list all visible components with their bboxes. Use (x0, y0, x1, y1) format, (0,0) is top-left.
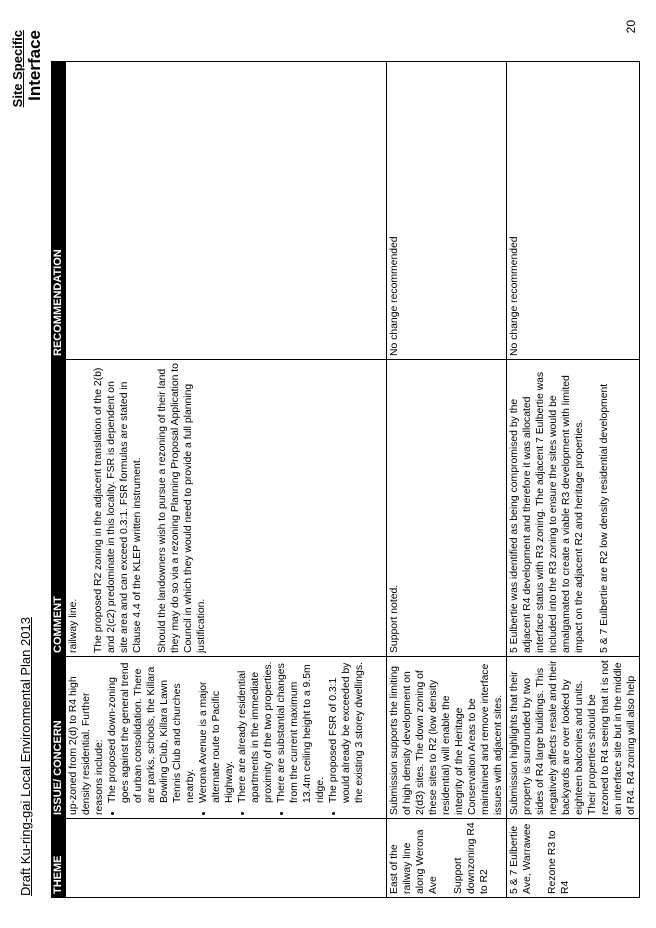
theme-text: Rezone R3 to R4 (547, 830, 571, 894)
page-number: 20 (624, 20, 638, 34)
theme-cell (387, 819, 507, 898)
section-heading-line2: Interface (25, 30, 44, 101)
comment-paragraph: 5 & 7 Eulbertie are R2 low density residential development (599, 383, 610, 653)
comment-cell (507, 360, 640, 657)
table-header-row (52, 62, 66, 898)
issue-intro: up-zoned from 2(d) to R4 high density residential. Further reasons include: (68, 676, 105, 815)
table-row (507, 62, 640, 898)
section-heading (10, 30, 44, 107)
theme-text: Support downzoning R4 to R2 (453, 822, 490, 894)
theme-cell (66, 819, 387, 898)
issue-bullet: • The proposed down-zoning goes against the general trend of urban consolidation. There are parks, schools, the Killara Bowling Club, Killara Lawn Tennis Club and churches nearby. (106, 660, 197, 803)
submissions-table (51, 61, 640, 898)
issue-cell: Submission supports the limiting of high density development on 2(d3) sites. The down zoning of these sites to R2 (low density residential) will enable the integrity of the Heritage Conservation Areas to be maintained and remove interface issues with adjacent sites. (387, 657, 507, 819)
column-header-recommendation: RECOMMENDATION (52, 62, 66, 360)
column-header-issue: ISSUE/ CONCERN (52, 657, 66, 819)
theme-cell (507, 819, 640, 898)
comment-cell (387, 360, 507, 657)
issue-bullet-list (106, 660, 366, 815)
comment-paragraph: railway line. (68, 598, 79, 653)
comment-paragraph: Support noted. (389, 584, 400, 653)
issue-cell (66, 657, 387, 819)
table-row (66, 62, 387, 898)
section-heading-line1: Site Specific (10, 30, 25, 108)
issue-bullet: • The proposed FSR of 0.3:1 would already be exceeded by the existing 3 storey dwellings. (327, 660, 366, 803)
recommendation-cell (66, 62, 387, 360)
theme-text: East of the railway line along Werona Ave (389, 829, 439, 894)
issue-bullet: • There are substantial changes from the current maximum 13.4m ceiling height to a 9.5m ridge. (275, 660, 327, 803)
table-row (387, 62, 507, 898)
column-header-comment: COMMENT (52, 360, 66, 657)
issue-bullet: • There are already residential apartments in the immediate proximity of the two properties. (236, 660, 275, 803)
comment-paragraph: Should the landowners wish to pursue a rezoning of their land they may do so via a rezoning Planning Proposal Application to Council in which they would need to provide a full planning justification. (157, 363, 207, 653)
recommendation-cell: No change recommended (387, 62, 507, 360)
issue-bullet: • Werona Avenue is a major alternate route to Pacific Highway. (197, 660, 236, 803)
theme-text: 5 & 7 Eulbertie Ave, Warrawee (509, 823, 533, 894)
recommendation-cell: No change recommended (507, 62, 640, 360)
comment-cell (66, 360, 387, 657)
column-header-theme: THEME (52, 819, 66, 898)
document-title: Draft Ku-ring-gai Local Environmental Plan 2013 (18, 617, 33, 896)
issue-cell: Submission highlights that their property is surrounded by two sides of R4 large buildings. This negatively affects resale and their backyards are over looked by eighteen balconies and units. Their properties should be rezoned to R4 seeing that it is not an interface site but in the middle of R4. R4 zoning will also help (507, 657, 640, 819)
comment-paragraph: 5 Eulbertie was identified as being compromised by the adjacent R4 development and therefore it was allocated interface status with R3 zoning. The adjacent 7 Eulbertie was included into the R3 zoning to ensure the sites would be amalgamated to create a viable R3 development with limited impact on the adjacent R2 and heritage properties. (509, 371, 585, 653)
comment-paragraph: The proposed R2 zoning in the adjacent translation of the 2(b) and 2(c2) predominate in this locality. FSR is dependent on site area and can exceed 0.3:1. FSR formulas are stated in Clause 4.4 of the KLEP written instrument. (93, 367, 143, 653)
